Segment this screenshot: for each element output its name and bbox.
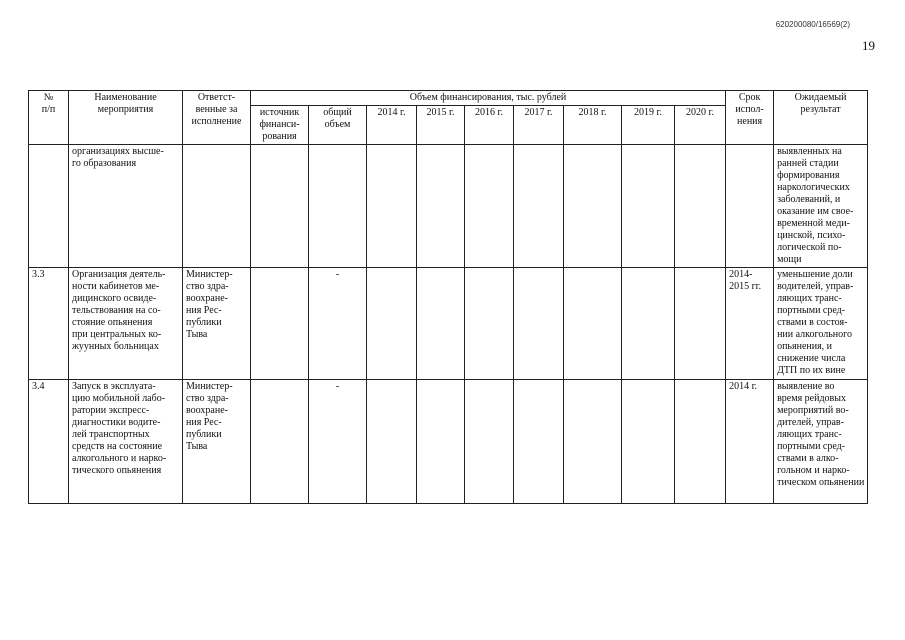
header-num: № п/п (29, 91, 69, 145)
row-term (726, 145, 774, 268)
header-result: Ожидаемый результат (774, 91, 868, 145)
header-source: источник финанси- рования (251, 106, 309, 145)
row-2018 (564, 145, 622, 268)
row-2019 (622, 268, 675, 380)
header-row-1 (29, 91, 868, 106)
row-num: 3.4 (29, 380, 69, 504)
table-row (29, 145, 868, 268)
row-2016 (465, 380, 514, 504)
row-2016 (465, 268, 514, 380)
table-row (29, 380, 868, 504)
program-table (28, 90, 868, 504)
row-2018 (564, 380, 622, 504)
row-result: выявленных на ранней стадии формирования наркологических заболеваний, и оказание им свое- временной меди- цинской, психо- логической по- мощи (774, 145, 868, 268)
header-year-2014: 2014 г. (367, 106, 417, 145)
row-2017 (514, 268, 564, 380)
row-responsible: Министер- ство здра- воохране- ния Рес- публики Тыва (183, 268, 251, 380)
header-year-2018: 2018 г. (564, 106, 622, 145)
row-2014 (367, 380, 417, 504)
header-total: общий объем (309, 106, 367, 145)
row-name: Запуск в эксплуата- цию мобильной лабо- ратории экспресс- диагностики водите- лей транспортных средств на состояние алкогольного и нарко- тического опьянения (69, 380, 183, 504)
row-2015 (417, 145, 465, 268)
row-2019 (622, 145, 675, 268)
row-total: - (309, 268, 367, 380)
row-result: уменьшение доли водителей, управ- ляющих транс- портными сред- ствами в состоя- нии алкогольного опьянения, и снижение числа ДТП по их вине (774, 268, 868, 380)
header-year-2017: 2017 г. (514, 106, 564, 145)
row-source (251, 145, 309, 268)
header-name: Наименование мероприятия (69, 91, 183, 145)
row-2020 (675, 145, 726, 268)
row-name: организациях высше- го образования (69, 145, 183, 268)
row-result: выявление во время рейдовых мероприятий во- дителей, управ- ляющих транс- портными сред- ствами в алко- гольном и нарко- тическом опьянении (774, 380, 868, 504)
row-responsible (183, 145, 251, 268)
row-2018 (564, 268, 622, 380)
row-2017 (514, 380, 564, 504)
row-source (251, 380, 309, 504)
row-2020 (675, 268, 726, 380)
row-term: 2014- 2015 гг. (726, 268, 774, 380)
row-2015 (417, 380, 465, 504)
row-2019 (622, 380, 675, 504)
header-funding: Объем финансирования, тыс. рублей (251, 91, 726, 106)
row-source (251, 268, 309, 380)
header-year-2016: 2016 г. (465, 106, 514, 145)
row-2020 (675, 380, 726, 504)
page-number: 19 (862, 38, 875, 53)
table-row (29, 268, 868, 380)
header-year-2015: 2015 г. (417, 106, 465, 145)
row-total (309, 145, 367, 268)
row-responsible: Министер- ство здра- воохране- ния Рес- публики Тыва (183, 380, 251, 504)
header-year-2020: 2020 г. (675, 106, 726, 145)
document-id: 620200080/16569(2) (775, 20, 850, 29)
row-total: - (309, 380, 367, 504)
row-num (29, 145, 69, 268)
row-2017 (514, 145, 564, 268)
row-2016 (465, 145, 514, 268)
row-num: 3.3 (29, 268, 69, 380)
header-responsible: Ответст- венные за исполнение (183, 91, 251, 145)
row-term: 2014 г. (726, 380, 774, 504)
row-name: Организация деятель- ности кабинетов ме- дицинского освиде- тельствования на со- стояние опьянения при центральных ко- жуунных больницах (69, 268, 183, 380)
header-year-2019: 2019 г. (622, 106, 675, 145)
row-2014 (367, 145, 417, 268)
header-term: Срок испол- нения (726, 91, 774, 145)
row-2014 (367, 268, 417, 380)
row-2015 (417, 268, 465, 380)
